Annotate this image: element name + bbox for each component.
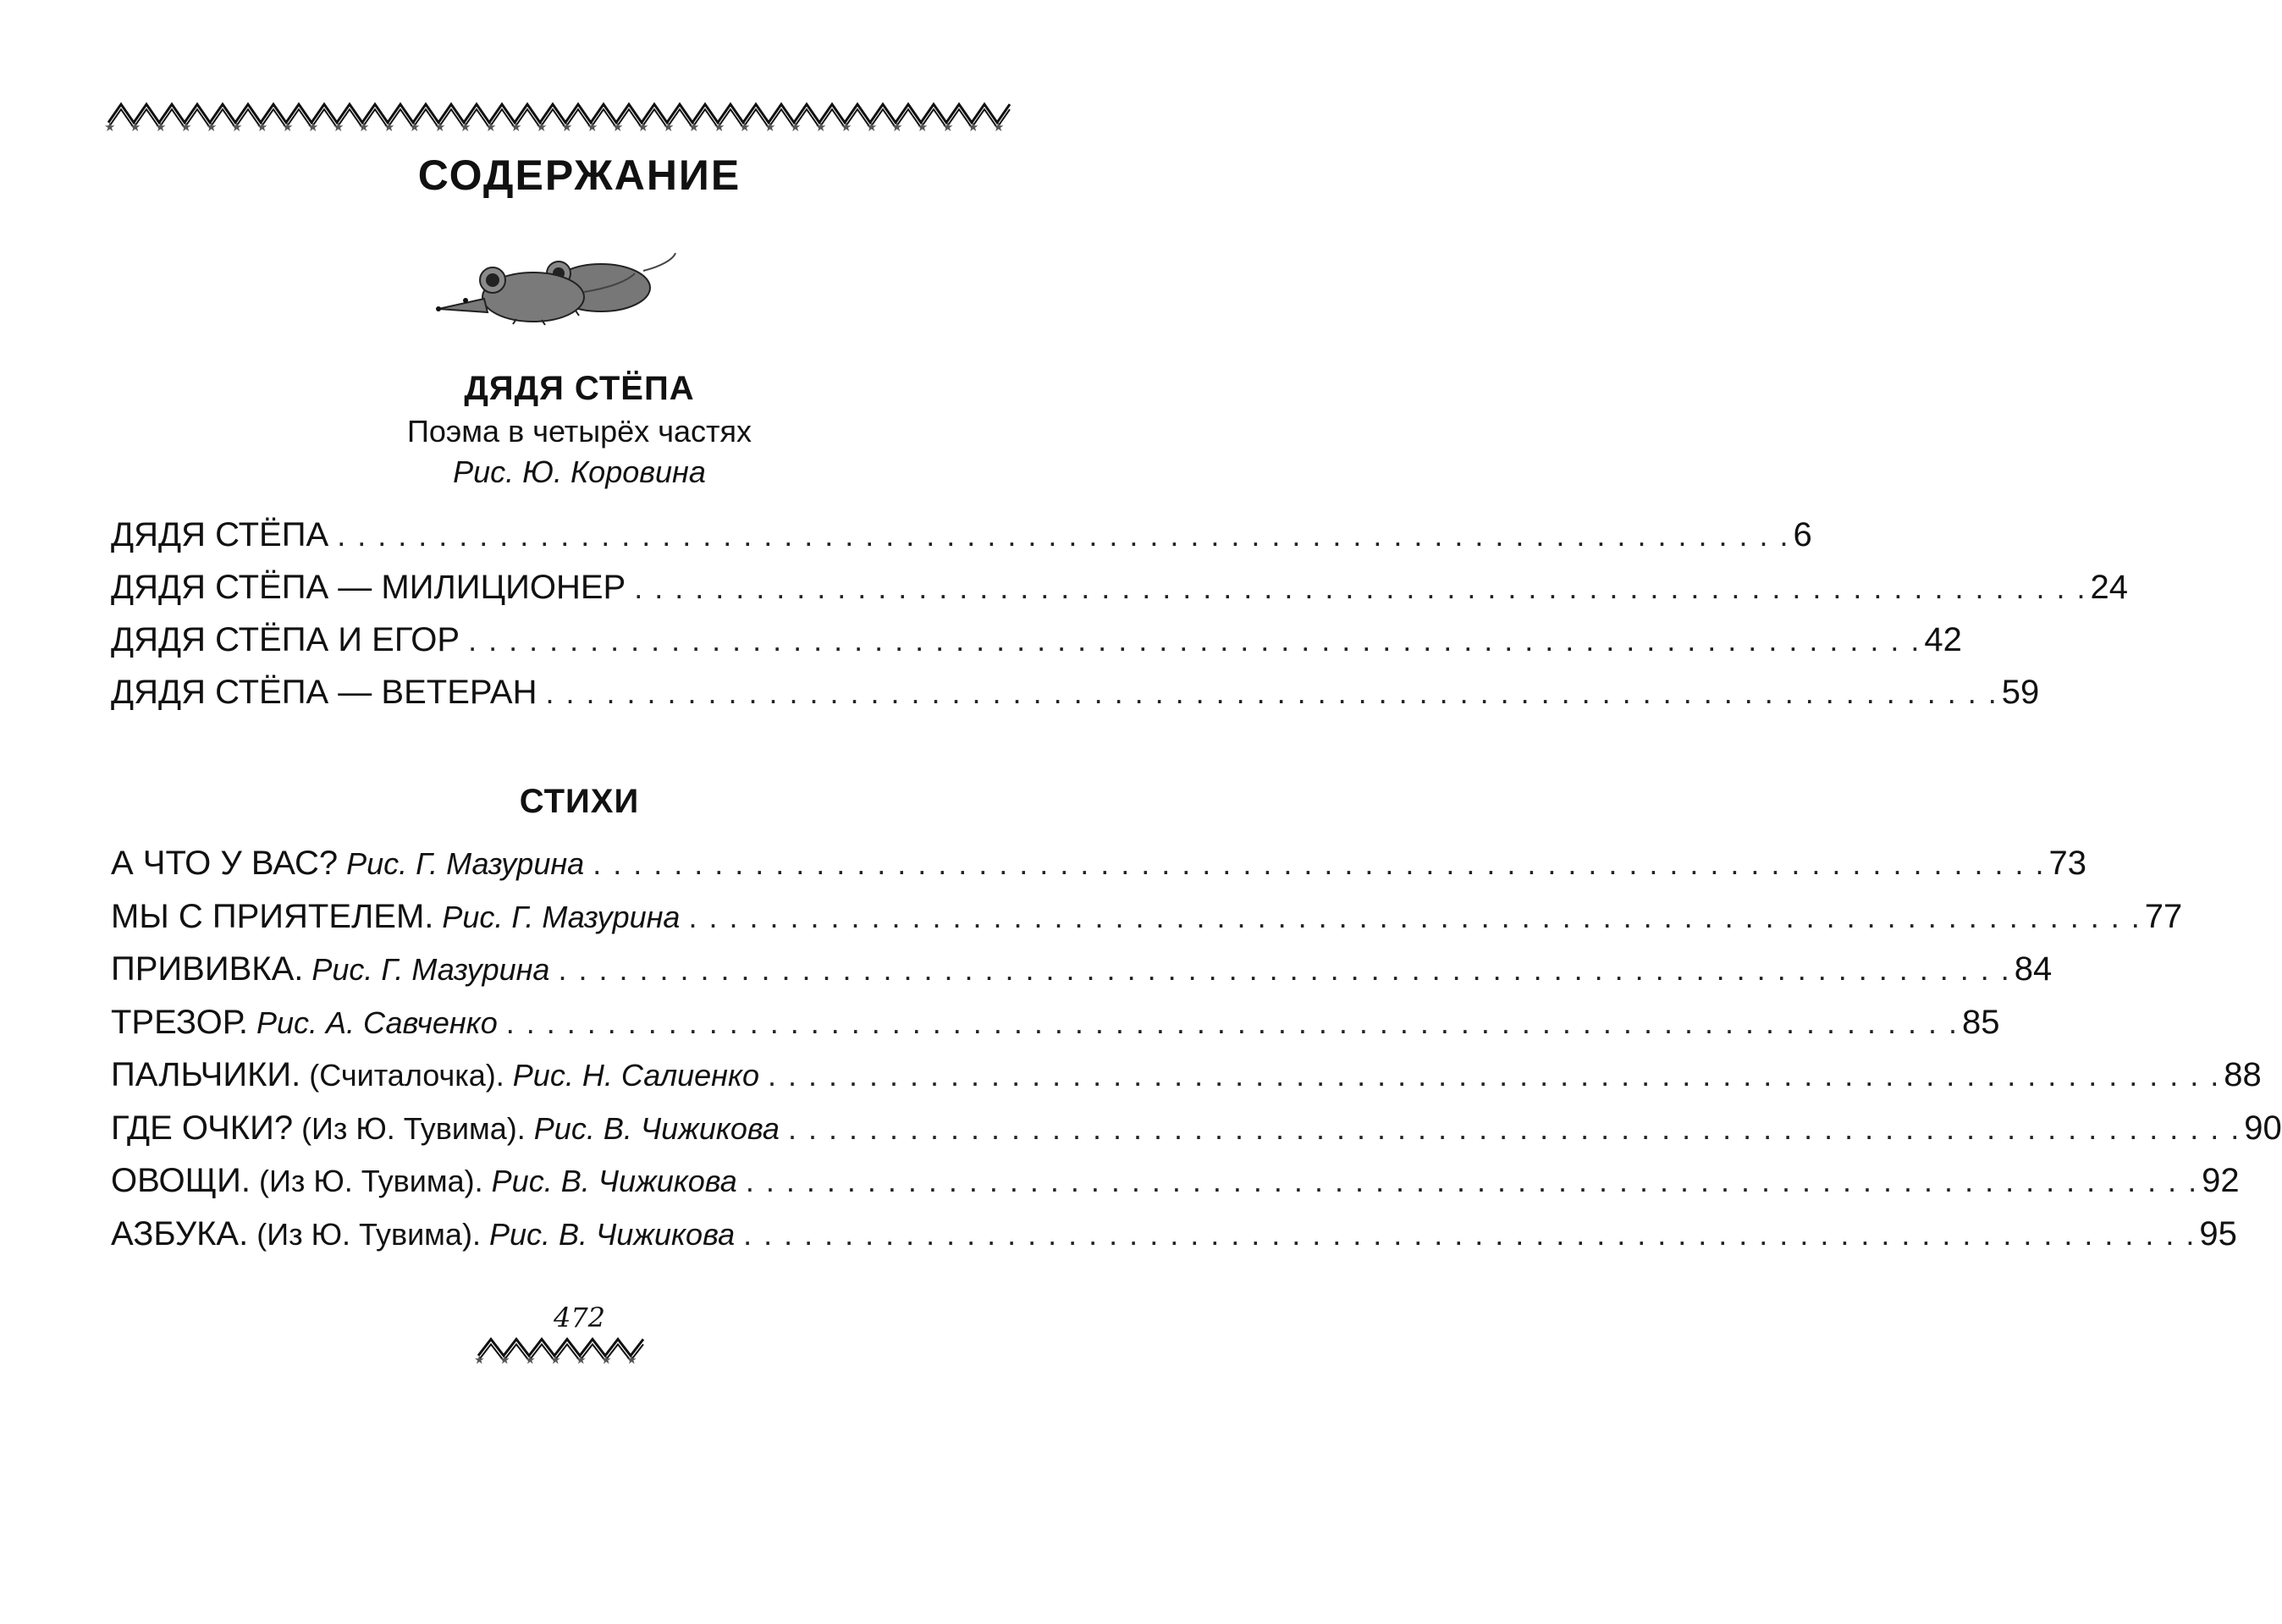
toc-entry-page: 73: [2048, 845, 2086, 882]
toc-entry-title: ДЯДЯ СТЁПА — ВЕТЕРАН: [111, 674, 537, 711]
svg-text:★: ★: [550, 1353, 561, 1368]
dot-leader: [545, 675, 1998, 711]
toc-entry: [111, 1162, 2240, 1203]
toc-entry-title: ОВОЩИ.: [111, 1162, 251, 1199]
dot-leader: [468, 623, 1921, 658]
svg-text:★: ★: [460, 119, 471, 135]
dot-leader: [337, 518, 1789, 553]
toc-entry-title: АЗБУКА.: [111, 1215, 249, 1252]
ornament-border-top: [104, 98, 1005, 135]
toc-entry-illustrator: Рис. В. Чижикова: [491, 1164, 737, 1198]
page-number: 472: [553, 1302, 606, 1334]
svg-text:★: ★: [714, 119, 725, 135]
toc-entry-title: ДЯДЯ СТЁПА — МИЛИЦИОНЕР: [111, 569, 626, 606]
dot-leader: [788, 1111, 2241, 1147]
svg-text:★: ★: [866, 119, 878, 135]
toc-entry: [111, 569, 2128, 609]
toc-entry-illustrator: Рис. Н. Салиенко: [512, 1058, 760, 1093]
svg-text:★: ★: [434, 119, 446, 135]
toc-entry-title: ПАЛЬЧИКИ.: [111, 1056, 301, 1093]
toc-entry-illustrator: Рис. В. Чижикова: [533, 1111, 780, 1146]
toc-entry-page: 88: [2224, 1056, 2262, 1093]
toc-entry-title: МЫ С ПРИЯТЕЛЕМ.: [111, 898, 434, 935]
toc-entry-page: 95: [2199, 1215, 2237, 1252]
toc-entry-note: (Из Ю. Тувима).: [256, 1217, 481, 1252]
toc-entry-page: 92: [2202, 1162, 2240, 1199]
toc-entry-note: (Из Ю. Тувима).: [258, 1164, 483, 1198]
svg-text:★: ★: [231, 119, 243, 135]
svg-text:★: ★: [474, 1353, 485, 1368]
svg-text:★: ★: [815, 119, 827, 135]
dot-leader: [506, 1005, 1959, 1041]
svg-text:★: ★: [536, 119, 548, 135]
toc-entry-title: А ЧТО У ВАС?: [111, 845, 339, 882]
toc-entry: [111, 845, 2086, 885]
section-heading-part2: СТИХИ: [519, 783, 640, 820]
svg-text:★: ★: [601, 1353, 612, 1368]
svg-text:★: ★: [637, 119, 649, 135]
svg-text:★: ★: [764, 119, 776, 135]
toc-entry-title: ПРИВИВКА.: [111, 950, 304, 988]
svg-text:★: ★: [499, 1353, 510, 1368]
svg-text:★: ★: [155, 119, 167, 135]
svg-text:★: ★: [180, 119, 192, 135]
svg-text:★: ★: [739, 119, 751, 135]
svg-text:★: ★: [663, 119, 675, 135]
svg-text:★: ★: [576, 1353, 587, 1368]
svg-text:★: ★: [510, 119, 522, 135]
toc-entry-page: 24: [2090, 569, 2128, 606]
toc-entry: [111, 950, 2053, 991]
svg-text:★: ★: [587, 119, 598, 135]
svg-text:★: ★: [688, 119, 700, 135]
dot-leader: [558, 952, 2010, 988]
svg-text:★: ★: [891, 119, 903, 135]
toc-entry: [111, 516, 1812, 557]
toc-entry-page: 6: [1793, 516, 1812, 553]
toc-entry-page: 59: [2001, 674, 2040, 711]
svg-text:★: ★: [485, 119, 497, 135]
toc-entry-note: (Из Ю. Тувима).: [301, 1111, 526, 1146]
svg-text:★: ★: [282, 119, 294, 135]
toc-entry-note: (Считалочка).: [309, 1058, 504, 1093]
toc-entry: [111, 1215, 2237, 1256]
toc-entry-page: 90: [2244, 1109, 2282, 1147]
toc-entry: [111, 674, 2040, 714]
svg-text:★: ★: [612, 119, 624, 135]
toc-entry-title: ГДЕ ОЧКИ?: [111, 1109, 294, 1147]
toc-entry-title: ДЯДЯ СТЁПА: [111, 516, 329, 553]
svg-text:★: ★: [333, 119, 345, 135]
svg-text:★: ★: [383, 119, 395, 135]
toc-entry: [111, 1056, 2262, 1097]
toc-entry-illustrator: Рис. Г. Мазурина: [442, 900, 681, 934]
toc-entry: [111, 621, 1962, 662]
svg-text:★: ★: [104, 119, 116, 135]
svg-text:★: ★: [790, 119, 802, 135]
toc-entry-page: 77: [2144, 898, 2183, 935]
toc-entry-illustrator: Рис. Г. Мазурина: [311, 952, 550, 987]
svg-text:★: ★: [993, 119, 1005, 135]
toc-entry-page: 84: [2014, 950, 2053, 988]
ornament-border-bottom: [474, 1334, 637, 1368]
toc-entry-illustrator: Рис. В. Чижикова: [488, 1217, 736, 1252]
section-subtitle-part1: Поэма в четырёх частях: [407, 414, 752, 449]
svg-text:★: ★: [256, 119, 268, 135]
svg-text:★: ★: [967, 119, 979, 135]
toc-entry-title: ТРЕЗОР.: [111, 1004, 248, 1041]
toc-entry-title: ДЯДЯ СТЁПА И ЕГОР: [111, 621, 460, 658]
page-title: СОДЕРЖАНИЕ: [417, 151, 741, 199]
svg-text:★: ★: [942, 119, 954, 135]
svg-text:★: ★: [917, 119, 929, 135]
svg-text:★: ★: [626, 1353, 637, 1368]
toc-entry: [111, 1109, 2282, 1150]
toc-entry: [111, 1004, 2000, 1044]
toc-entry-illustrator: Рис. А. Савченко: [256, 1005, 498, 1040]
toc-entry-page: 85: [1962, 1004, 2000, 1041]
toc-entry-page: 42: [1924, 621, 1962, 658]
dot-leader: [593, 846, 2045, 882]
section-heading-part1: ДЯДЯ СТЁПА: [464, 370, 695, 407]
svg-text:★: ★: [130, 119, 141, 135]
svg-text:★: ★: [206, 119, 218, 135]
svg-text:★: ★: [358, 119, 370, 135]
mice-icon: [432, 241, 677, 326]
dot-leader: [688, 900, 2141, 935]
section-illustrator-part1: Рис. Ю. Коровина: [453, 454, 706, 489]
svg-text:★: ★: [561, 119, 573, 135]
svg-text:★: ★: [841, 119, 852, 135]
dot-leader: [634, 570, 2086, 606]
dot-leader: [743, 1217, 2196, 1252]
dot-leader: [768, 1058, 2220, 1093]
toc-entry-illustrator: Рис. Г. Мазурина: [346, 846, 585, 881]
svg-text:★: ★: [307, 119, 319, 135]
svg-text:★: ★: [525, 1353, 536, 1368]
dot-leader: [746, 1164, 2198, 1199]
svg-text:★: ★: [409, 119, 421, 135]
toc-entry: [111, 898, 2183, 939]
